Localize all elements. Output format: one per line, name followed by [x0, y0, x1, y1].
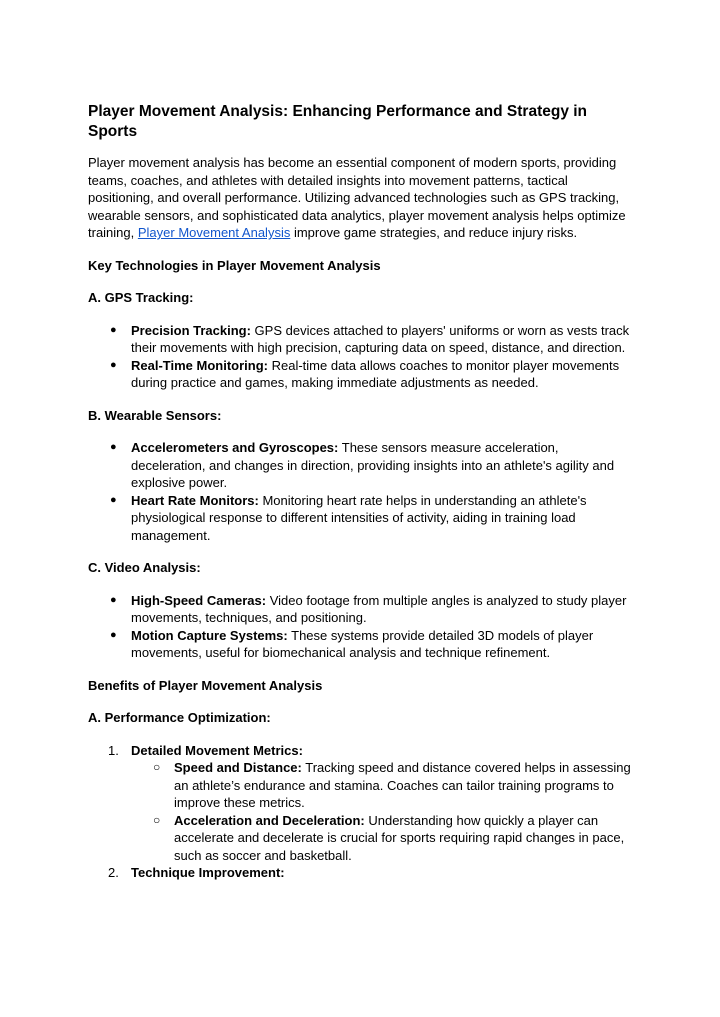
bullet-icon: ●: [110, 323, 117, 336]
sub-list-item: [131, 812, 636, 865]
subheading-gps-tracking: A. GPS Tracking:: [88, 290, 194, 305]
item-term: Precision Tracking:: [131, 322, 251, 338]
item-text: Understanding how quickly a player can accelerate and decelerate is crucial for sports requiring rapid changes in pace, such as soccer and basketball.: [174, 812, 625, 863]
list-item: [88, 322, 636, 357]
section-heading-benefits: Benefits of Player Movement Analysis: [88, 677, 323, 693]
bullet-icon: ●: [110, 493, 117, 506]
sub-list: [131, 759, 636, 864]
intro-text: Player movement analysis has become an essential component of modern sports, providing teams, coaches, and athletes with detailed insights into movement patterns, tactical positioning, and overall performance. Utilizing advanced technologies such as GPS tracking, wearable sensors, and sophisticated data analytics, player movement analysis helps optimize training,: [88, 155, 626, 240]
sub-list-item: [131, 759, 636, 812]
item-term: Real-Time Monitoring:: [131, 357, 268, 373]
list-item: [88, 357, 636, 392]
bullet-icon: ●: [110, 358, 117, 371]
item-text: Video footage from multiple angles is analyzed to study player movements, techniques, and positioning.: [131, 592, 627, 625]
gps-list: [88, 322, 636, 392]
intro-text-end: improve game strategies, and reduce injury risks.: [290, 225, 578, 240]
bullet-icon: ●: [110, 628, 117, 641]
subheading-wearable-sensors: B. Wearable Sensors:: [88, 407, 222, 423]
circle-bullet-icon: ○: [153, 760, 161, 774]
item-number: 2.: [108, 865, 119, 880]
intro-paragraph: [88, 154, 636, 242]
document-title: Player Movement Analysis: Enhancing Performance and Strategy in Sports: [88, 103, 588, 140]
item-text: These systems provide detailed 3D models of player movements, useful for biomechanical analysis and technique refinement.: [131, 627, 594, 660]
video-list: [88, 592, 636, 662]
wearable-list: [88, 439, 636, 544]
player-movement-analysis-link[interactable]: Player Movement Analysis: [137, 225, 291, 240]
item-text: These sensors measure acceleration, deceleration, and changes in direction, providing insights into an athlete's agility and explosive power.: [131, 440, 615, 490]
benefits-numbered-list: [88, 742, 636, 882]
item-text: Monitoring heart rate helps in understanding an athlete's physiological response to different intensities of activity, aiding in training load management.: [131, 492, 587, 543]
numbered-item: [88, 864, 636, 882]
item-number: 1.: [108, 742, 119, 758]
item-term: Acceleration and Deceleration:: [174, 812, 365, 828]
numbered-item: [88, 742, 636, 865]
item-term: Speed and Distance:: [174, 760, 302, 775]
circle-bullet-icon: ○: [153, 812, 161, 827]
list-item: [88, 592, 636, 627]
item-text: Real-time data allows coaches to monitor player movements during practice and games, making immediate adjustments as needed.: [131, 357, 620, 390]
subheading-performance-optimization: A. Performance Optimization:: [88, 710, 271, 725]
item-term: Accelerometers and Gyroscopes:: [131, 440, 339, 455]
section-heading-key-technologies: Key Technologies in Player Movement Analysis: [88, 257, 381, 273]
item-text: Tracking speed and distance covered helps in assessing an athlete’s endurance and stamina. Coaches can tailor training programs to improve these metrics.: [174, 760, 631, 810]
subheading-video-analysis: C. Video Analysis:: [88, 560, 201, 575]
bullet-icon: ●: [110, 441, 117, 453]
list-item: [88, 439, 636, 492]
document-page: [88, 102, 636, 897]
item-text: GPS devices attached to players' uniforms or worn as vests track their movements with high precision, capturing data on speed, distance, and direction.: [131, 322, 630, 355]
list-item: [88, 627, 636, 662]
list-item: [88, 492, 636, 545]
item-term: Motion Capture Systems:: [131, 627, 288, 643]
item-term: High-Speed Cameras:: [131, 592, 267, 608]
item-term: Heart Rate Monitors:: [131, 492, 259, 508]
item-term: Technique Improvement:: [131, 865, 285, 880]
bullet-icon: ●: [110, 593, 117, 606]
item-term: Detailed Movement Metrics:: [131, 742, 303, 758]
